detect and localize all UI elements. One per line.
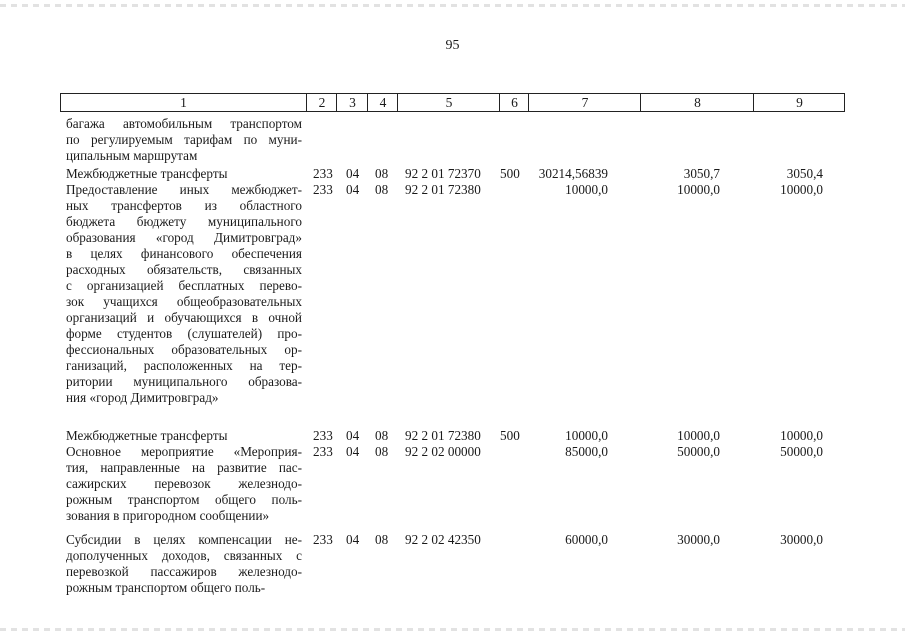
cell-c2: 233 <box>313 532 333 547</box>
scan-edge-top <box>0 4 905 7</box>
description-line: зования в пригородном сообщении» <box>66 508 270 523</box>
description-line: ных трансфертов из областного <box>66 198 302 213</box>
cell-c2: 233 <box>313 166 333 181</box>
row-description <box>66 166 302 182</box>
description-line: багажа автомобильным транспортом <box>66 116 302 131</box>
cell-c3: 04 <box>346 166 360 181</box>
description-line: ганизаций, расположенных на тер- <box>66 358 302 373</box>
description-line: организаций и обучающихся в очной <box>66 310 302 325</box>
cell-c4: 08 <box>375 428 389 443</box>
column-header-5: 5 <box>397 94 500 111</box>
description-line: перевозкой пассажиров железнодо- <box>66 564 302 579</box>
column-header-2: 2 <box>306 94 337 111</box>
cell-c4 <box>375 116 391 132</box>
cell-c8: 30000,0 <box>677 532 720 547</box>
cell-c7: 85000,0 <box>565 444 608 459</box>
cell-c6 <box>500 444 526 460</box>
cell-c8: 50000,0 <box>677 444 720 459</box>
cell-c9: 10000,0 <box>780 182 823 197</box>
cell-c3 <box>346 116 362 132</box>
description-line: форме студентов (слушателей) про- <box>66 326 302 341</box>
cell-c6 <box>500 182 526 198</box>
cell-c5: 92 2 02 00000 <box>405 444 481 459</box>
column-header-8: 8 <box>640 94 754 111</box>
row-description <box>66 532 302 596</box>
description-line: в целях финансового обеспечения <box>66 246 302 261</box>
cell-c2: 233 <box>313 428 333 443</box>
cell-c2 <box>313 116 333 132</box>
description-line: рожным транспортом общего поль- <box>66 580 266 595</box>
cell-c6: 500 <box>500 428 520 443</box>
description-line: бюджета бюджету муниципального <box>66 214 302 229</box>
row-description <box>66 116 302 164</box>
cell-c3: 04 <box>346 182 360 197</box>
description-line: Межбюджетные трансферты <box>66 428 228 443</box>
cell-c5: 92 2 02 42350 <box>405 532 481 547</box>
description-line: дополученных доходов, связанных с <box>66 548 302 563</box>
cell-c3: 04 <box>346 428 360 443</box>
description-line: тия, направленные на развитие пас- <box>66 460 302 475</box>
description-line: ния «город Димитровград» <box>66 390 219 405</box>
column-header-3: 3 <box>336 94 368 111</box>
cell-c3: 04 <box>346 444 360 459</box>
cell-c5: 92 2 01 72380 <box>405 428 481 443</box>
cell-c7 <box>530 116 608 132</box>
cell-c2: 233 <box>313 444 333 459</box>
description-line: Межбюджетные трансферты <box>66 166 228 181</box>
cell-c2: 233 <box>313 182 333 197</box>
cell-c7: 60000,0 <box>565 532 608 547</box>
cell-c9: 10000,0 <box>780 428 823 443</box>
cell-c4: 08 <box>375 444 389 459</box>
cell-c5: 92 2 01 72380 <box>405 182 481 197</box>
cell-c9: 50000,0 <box>780 444 823 459</box>
cell-c4: 08 <box>375 166 389 181</box>
description-line: рожным транспортом общего поль- <box>66 492 302 507</box>
cell-c8: 10000,0 <box>677 182 720 197</box>
column-header-7: 7 <box>528 94 641 111</box>
scan-edge-bottom <box>0 628 905 631</box>
cell-c4: 08 <box>375 532 389 547</box>
description-line: образования «город Димитровград» <box>66 230 302 245</box>
cell-c3: 04 <box>346 532 360 547</box>
cell-c4: 08 <box>375 182 389 197</box>
description-line: ритории муниципального образова- <box>66 374 302 389</box>
cell-c9: 3050,4 <box>786 166 823 181</box>
page-number: 95 <box>445 38 460 53</box>
cell-c6: 500 <box>500 166 520 181</box>
cell-c7: 10000,0 <box>565 182 608 197</box>
column-header-4: 4 <box>367 94 398 111</box>
cell-c8: 10000,0 <box>677 428 720 443</box>
description-line: Субсидии в целях компенсации не- <box>66 532 302 547</box>
cell-c9: 30000,0 <box>780 532 823 547</box>
row-description <box>66 428 302 444</box>
description-line: по регулируемым тарифам по муни- <box>66 132 302 147</box>
row-description <box>66 182 302 406</box>
column-header-row <box>60 93 845 112</box>
cell-c7: 10000,0 <box>565 428 608 443</box>
cell-c7: 30214,56839 <box>538 166 608 181</box>
cell-c5: 92 2 01 72370 <box>405 166 481 181</box>
description-line: зок учащихся общеобразовательных <box>66 294 302 309</box>
column-header-1: 1 <box>180 95 187 110</box>
description-line: Предоставление иных межбюджет- <box>66 182 302 197</box>
description-line: сажирских перевозок железнодо- <box>66 476 302 491</box>
description-line: ципальным маршрутам <box>66 148 198 163</box>
cell-c8 <box>640 116 720 132</box>
cell-c5 <box>405 116 495 132</box>
column-header-9: 9 <box>753 94 845 111</box>
column-header-6: 6 <box>499 94 529 111</box>
cell-c8: 3050,7 <box>683 166 720 181</box>
description-line: Основное мероприятие «Мероприя- <box>66 444 302 459</box>
cell-c9 <box>745 116 823 132</box>
description-line: фессиональных образовательных ор- <box>66 342 302 357</box>
description-line: с организацией бесплатных перево- <box>66 278 302 293</box>
cell-c6 <box>500 116 526 132</box>
row-description <box>66 444 302 524</box>
cell-c6 <box>500 532 526 548</box>
description-line: расходных обязательств, связанных <box>66 262 302 277</box>
